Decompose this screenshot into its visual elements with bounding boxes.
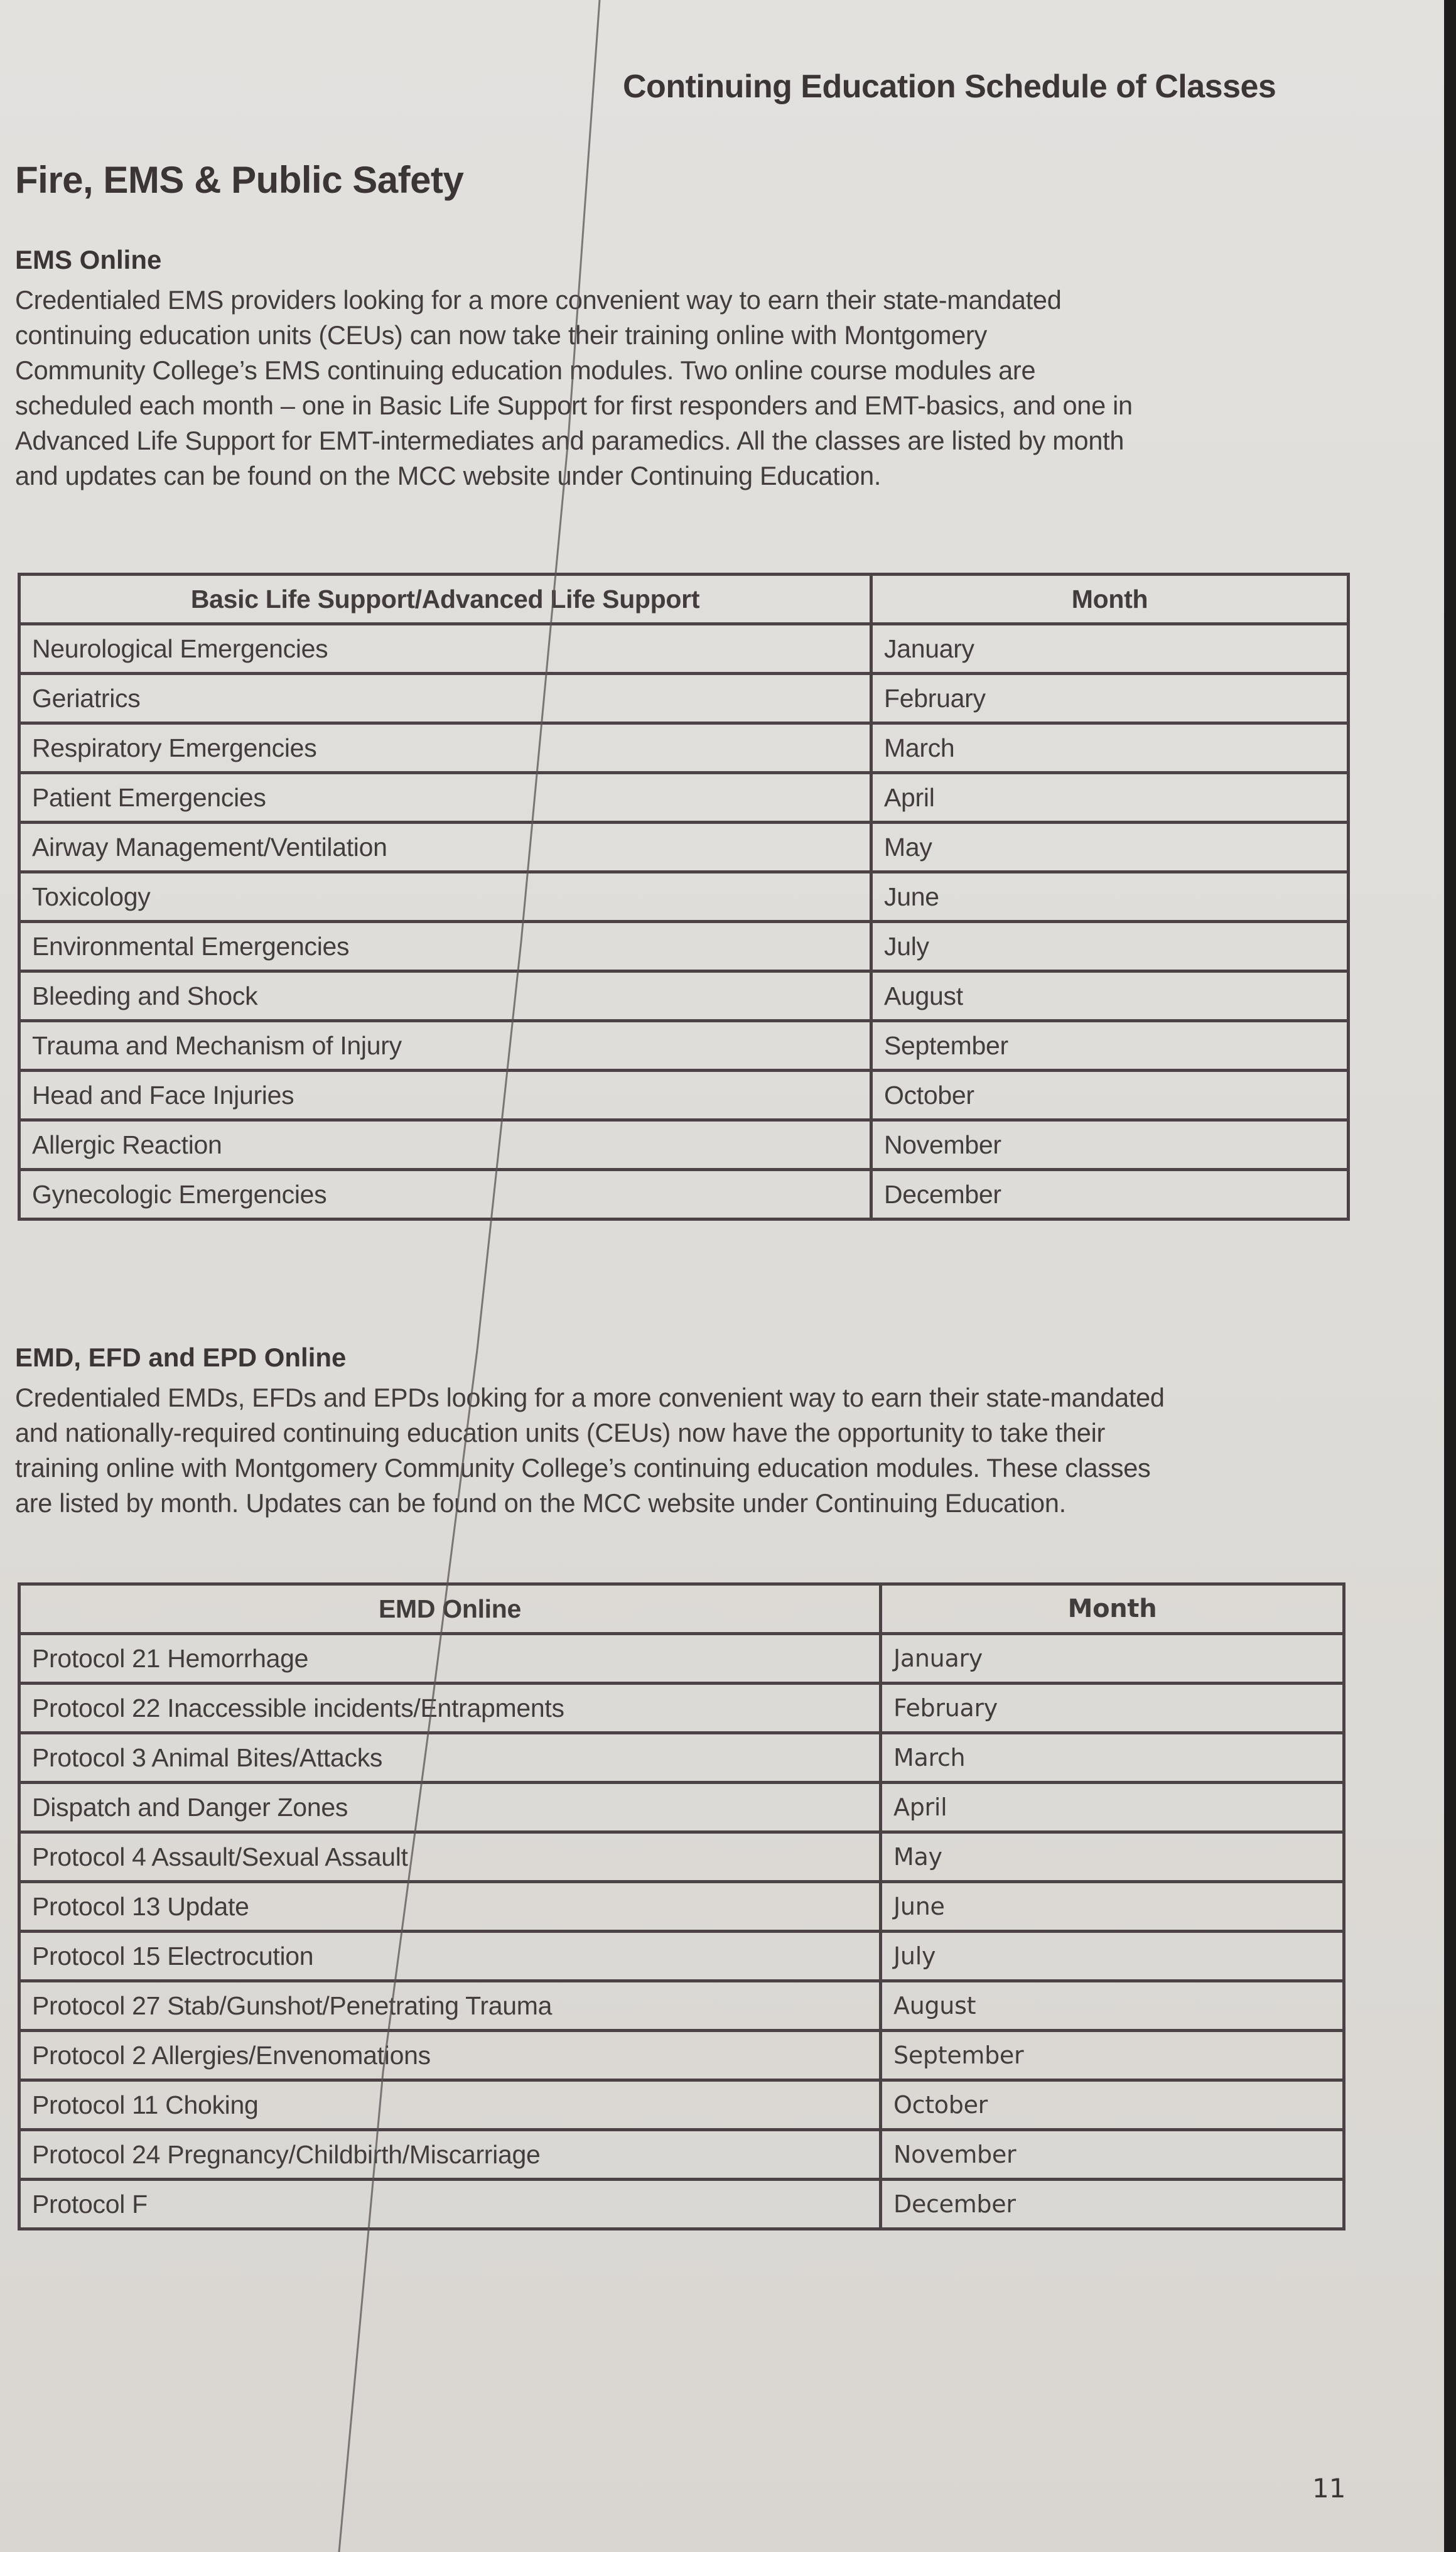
course-cell: Airway Management/Ventilation bbox=[19, 823, 871, 872]
table-header-row bbox=[19, 575, 1349, 624]
table-row bbox=[19, 1021, 1349, 1071]
course-cell: Protocol 22 Inaccessible incidents/Entrapments bbox=[19, 1684, 881, 1733]
paragraph-line: Community College’s EMS continuing education modules. Two online course modules are bbox=[15, 355, 1036, 385]
paragraph-line: Credentialed EMS providers looking for a more convenient way to earn their state-mandated bbox=[15, 285, 1062, 315]
emd-online-heading: EMD, EFD and EPD Online bbox=[15, 1343, 347, 1372]
emd-online-schedule-table bbox=[18, 1582, 1345, 2230]
table-header-row bbox=[19, 1584, 1344, 1634]
table-row bbox=[19, 1832, 1344, 1882]
emd-online-paragraph bbox=[15, 1380, 1359, 1521]
table-body bbox=[19, 624, 1349, 1219]
month-cell: October bbox=[881, 2080, 1344, 2130]
table-row bbox=[19, 971, 1349, 1021]
table-body bbox=[19, 1634, 1344, 2229]
month-cell: March bbox=[881, 1733, 1344, 1783]
month-cell: May bbox=[881, 1832, 1344, 1882]
course-cell: Trauma and Mechanism of Injury bbox=[19, 1021, 871, 1071]
table-row bbox=[19, 922, 1349, 971]
month-cell: June bbox=[871, 872, 1349, 922]
month-cell: December bbox=[871, 1170, 1349, 1219]
month-cell: June bbox=[881, 1882, 1344, 1932]
column-header-month: Month bbox=[881, 1584, 1344, 1634]
month-cell: May bbox=[871, 823, 1349, 872]
table-row bbox=[19, 2180, 1344, 2229]
page-edge-shadow bbox=[1444, 0, 1456, 2552]
month-cell: March bbox=[871, 723, 1349, 773]
table-row bbox=[19, 1882, 1344, 1932]
course-cell: Toxicology bbox=[19, 872, 871, 922]
page-number: 11 bbox=[1312, 2473, 1346, 2504]
paragraph-line: continuing education units (CEUs) can now take their training online with Montgomery bbox=[15, 320, 988, 350]
course-cell: Gynecologic Emergencies bbox=[19, 1170, 871, 1219]
paragraph-line: and updates can be found on the MCC website under Continuing Education. bbox=[15, 461, 882, 490]
ems-online-paragraph bbox=[15, 283, 1359, 494]
table-row bbox=[19, 823, 1349, 872]
table-row bbox=[19, 872, 1349, 922]
course-cell: Protocol 4 Assault/Sexual Assault bbox=[19, 1832, 881, 1882]
course-cell: Protocol 3 Animal Bites/Attacks bbox=[19, 1733, 881, 1783]
month-cell: April bbox=[881, 1783, 1344, 1832]
month-cell: February bbox=[881, 1684, 1344, 1733]
paragraph-line: training online with Montgomery Community College’s continuing education modules. These classes bbox=[15, 1453, 1151, 1483]
running-head: Continuing Education Schedule of Classes bbox=[623, 68, 1276, 105]
course-cell: Protocol F bbox=[19, 2180, 881, 2229]
month-cell: April bbox=[871, 773, 1349, 823]
month-cell: October bbox=[871, 1071, 1349, 1120]
table-row bbox=[19, 2031, 1344, 2080]
paragraph-line: are listed by month. Updates can be found on the MCC website under Continuing Education. bbox=[15, 1488, 1066, 1518]
course-cell: Protocol 27 Stab/Gunshot/Penetrating Trauma bbox=[19, 1981, 881, 2031]
table-row bbox=[19, 723, 1349, 773]
month-cell: July bbox=[871, 922, 1349, 971]
bls-als-schedule-table bbox=[18, 573, 1350, 1221]
course-cell: Protocol 24 Pregnancy/Childbirth/Miscarriage bbox=[19, 2130, 881, 2180]
column-header-course: EMD Online bbox=[19, 1584, 881, 1634]
course-cell: Neurological Emergencies bbox=[19, 624, 871, 674]
month-cell: November bbox=[881, 2130, 1344, 2180]
table-row bbox=[19, 674, 1349, 723]
ems-online-heading: EMS Online bbox=[15, 245, 162, 274]
course-cell: Protocol 13 Update bbox=[19, 1882, 881, 1932]
month-cell: February bbox=[871, 674, 1349, 723]
course-cell: Geriatrics bbox=[19, 674, 871, 723]
column-header-course: Basic Life Support/Advanced Life Support bbox=[19, 575, 871, 624]
month-cell: August bbox=[881, 1981, 1344, 2031]
table-row bbox=[19, 1981, 1344, 2031]
course-cell: Protocol 15 Electrocution bbox=[19, 1932, 881, 1981]
table-row bbox=[19, 2080, 1344, 2130]
course-cell: Respiratory Emergencies bbox=[19, 723, 871, 773]
month-cell: January bbox=[871, 624, 1349, 674]
month-cell: July bbox=[881, 1932, 1344, 1981]
month-cell: September bbox=[871, 1021, 1349, 1071]
table-row bbox=[19, 1120, 1349, 1170]
course-cell: Dispatch and Danger Zones bbox=[19, 1783, 881, 1832]
paragraph-line: Advanced Life Support for EMT-intermediates and paramedics. All the classes are listed by month bbox=[15, 426, 1124, 455]
course-cell: Allergic Reaction bbox=[19, 1120, 871, 1170]
table-row bbox=[19, 1733, 1344, 1783]
course-cell: Head and Face Injuries bbox=[19, 1071, 871, 1120]
course-cell: Environmental Emergencies bbox=[19, 922, 871, 971]
month-cell: January bbox=[881, 1634, 1344, 1684]
course-cell: Protocol 21 Hemorrhage bbox=[19, 1634, 881, 1684]
table-row bbox=[19, 2130, 1344, 2180]
section-title: Fire, EMS & Public Safety bbox=[15, 159, 464, 201]
course-cell: Bleeding and Shock bbox=[19, 971, 871, 1021]
paragraph-line: scheduled each month – one in Basic Life Support for first responders and EMT-basics, and one in bbox=[15, 391, 1133, 420]
paragraph-line: Credentialed EMDs, EFDs and EPDs looking for a more convenient way to earn their state-mandated bbox=[15, 1383, 1165, 1412]
course-cell: Patient Emergencies bbox=[19, 773, 871, 823]
table-row bbox=[19, 1783, 1344, 1832]
month-cell: December bbox=[881, 2180, 1344, 2229]
course-cell: Protocol 11 Choking bbox=[19, 2080, 881, 2130]
table-row bbox=[19, 1634, 1344, 1684]
table-row bbox=[19, 1071, 1349, 1120]
table-row bbox=[19, 624, 1349, 674]
month-cell: September bbox=[881, 2031, 1344, 2080]
month-cell: November bbox=[871, 1120, 1349, 1170]
table-row bbox=[19, 1684, 1344, 1733]
paragraph-line: and nationally-required continuing education units (CEUs) now have the opportunity to take their bbox=[15, 1418, 1106, 1447]
table-row bbox=[19, 1932, 1344, 1981]
course-cell: Protocol 2 Allergies/Envenomations bbox=[19, 2031, 881, 2080]
month-cell: August bbox=[871, 971, 1349, 1021]
table-row bbox=[19, 773, 1349, 823]
column-header-month: Month bbox=[871, 575, 1349, 624]
table-row bbox=[19, 1170, 1349, 1219]
